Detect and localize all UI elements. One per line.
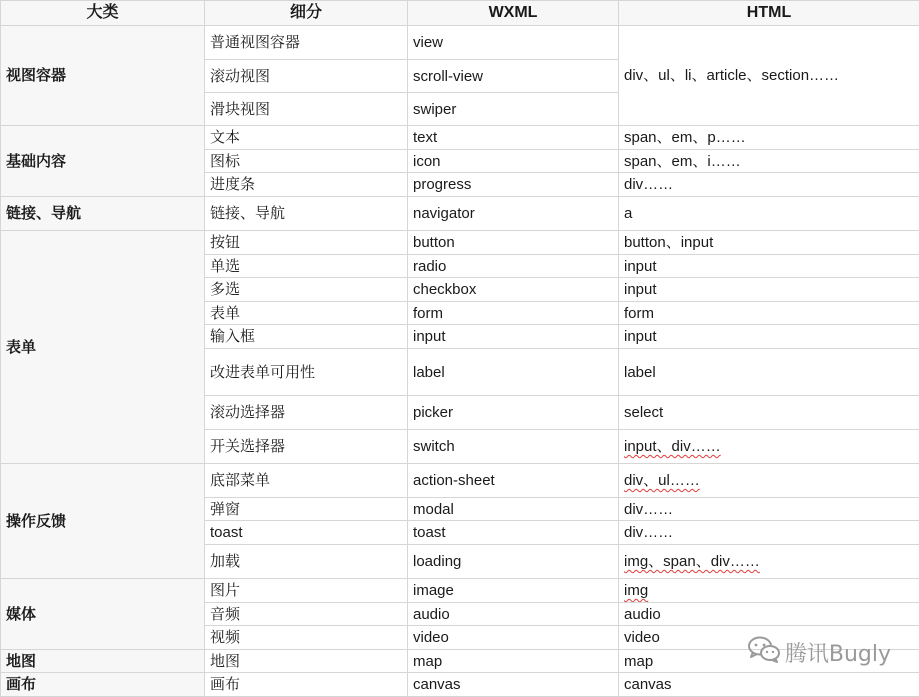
html-cell: canvas	[619, 673, 919, 697]
html-cell: span、em、i……	[619, 150, 919, 173]
html-cell-text: img	[624, 582, 648, 599]
subcategory-cell: 滚动选择器	[205, 396, 408, 430]
table-row	[1, 231, 919, 255]
html-cell: input	[619, 325, 919, 349]
html-cell: span、em、p……	[619, 126, 919, 150]
subcategory-cell: 链接、导航	[205, 197, 408, 231]
html-cell: div……	[619, 498, 919, 521]
html-cell: button、input	[619, 231, 919, 255]
html-cell-text: div、ul……	[624, 472, 700, 489]
subcategory-cell: 按钮	[205, 231, 408, 255]
subcategory-cell: 输入框	[205, 325, 408, 349]
subcategory-cell: 画布	[205, 673, 408, 697]
html-cell-text: img、span、div……	[624, 553, 760, 570]
html-cell: div、ul、li、article、section……	[619, 26, 919, 126]
subcategory-cell: 图标	[205, 150, 408, 173]
watermark-text: 腾讯Bugly	[785, 637, 891, 668]
wxml-cell: switch	[408, 430, 619, 464]
wxml-cell: canvas	[408, 673, 619, 697]
html-cell: video	[619, 626, 919, 650]
html-cell: div……	[619, 521, 919, 545]
subcategory-cell: 单选	[205, 255, 408, 278]
table-row	[1, 197, 919, 231]
html-cell: div……	[619, 173, 919, 197]
subcategory-cell: 地图	[205, 650, 408, 673]
html-cell: form	[619, 302, 919, 325]
wxml-cell: navigator	[408, 197, 619, 231]
table-header-row	[1, 1, 919, 26]
category-cell: 基础内容	[1, 126, 205, 197]
table-row	[1, 464, 919, 498]
subcategory-cell: 底部菜单	[205, 464, 408, 498]
wxml-cell: loading	[408, 545, 619, 579]
html-cell: label	[619, 349, 919, 396]
html-cell: map	[619, 650, 919, 673]
wxml-cell: swiper	[408, 93, 619, 126]
header-html: HTML	[619, 1, 919, 26]
wxml-cell: text	[408, 126, 619, 150]
header-subcategory: 细分	[205, 1, 408, 26]
subcategory-cell: 表单	[205, 302, 408, 325]
table-row	[1, 126, 919, 150]
subcategory-cell: 音频	[205, 603, 408, 626]
subcategory-cell: 开关选择器	[205, 430, 408, 464]
subcategory-cell: 滚动视图	[205, 60, 408, 93]
table-row	[1, 673, 919, 697]
category-cell: 表单	[1, 231, 205, 464]
category-cell: 画布	[1, 673, 205, 697]
subcategory-cell: 普通视图容器	[205, 26, 408, 60]
html-cell	[619, 464, 919, 498]
subcategory-cell: toast	[205, 521, 408, 545]
wxml-cell: button	[408, 231, 619, 255]
wxml-cell: scroll-view	[408, 60, 619, 93]
wxml-cell: input	[408, 325, 619, 349]
subcategory-cell: 滑块视图	[205, 93, 408, 126]
html-cell: audio	[619, 603, 919, 626]
wxml-cell: icon	[408, 150, 619, 173]
category-cell: 媒体	[1, 579, 205, 650]
html-cell-text: input、div……	[624, 438, 721, 455]
wxml-cell: video	[408, 626, 619, 650]
html-cell	[619, 430, 919, 464]
html-cell: input	[619, 278, 919, 302]
wxml-cell: view	[408, 26, 619, 60]
subcategory-cell: 图片	[205, 579, 408, 603]
wechat-icon	[747, 635, 781, 669]
wxml-cell: form	[408, 302, 619, 325]
subcategory-cell: 改进表单可用性	[205, 349, 408, 396]
subcategory-cell: 加载	[205, 545, 408, 579]
category-cell: 视图容器	[1, 26, 205, 126]
wxml-cell: label	[408, 349, 619, 396]
table-row	[1, 26, 919, 60]
subcategory-cell: 视频	[205, 626, 408, 650]
wxml-cell: audio	[408, 603, 619, 626]
wxml-cell: map	[408, 650, 619, 673]
wxml-cell: image	[408, 579, 619, 603]
wxml-cell: modal	[408, 498, 619, 521]
wxml-cell: progress	[408, 173, 619, 197]
subcategory-cell: 弹窗	[205, 498, 408, 521]
html-cell	[619, 545, 919, 579]
category-cell: 链接、导航	[1, 197, 205, 231]
html-cell: input	[619, 255, 919, 278]
wxml-cell: checkbox	[408, 278, 619, 302]
header-wxml: WXML	[408, 1, 619, 26]
wxml-cell: toast	[408, 521, 619, 545]
wxml-cell: action-sheet	[408, 464, 619, 498]
html-cell: a	[619, 197, 919, 231]
html-cell	[619, 579, 919, 603]
wxml-cell: radio	[408, 255, 619, 278]
category-cell: 地图	[1, 650, 205, 673]
table-row	[1, 579, 919, 603]
subcategory-cell: 进度条	[205, 173, 408, 197]
header-category: 大类	[1, 1, 205, 26]
subcategory-cell: 多选	[205, 278, 408, 302]
wxml-cell: picker	[408, 396, 619, 430]
category-cell: 操作反馈	[1, 464, 205, 579]
watermark	[747, 635, 891, 669]
subcategory-cell: 文本	[205, 126, 408, 150]
html-cell: select	[619, 396, 919, 430]
